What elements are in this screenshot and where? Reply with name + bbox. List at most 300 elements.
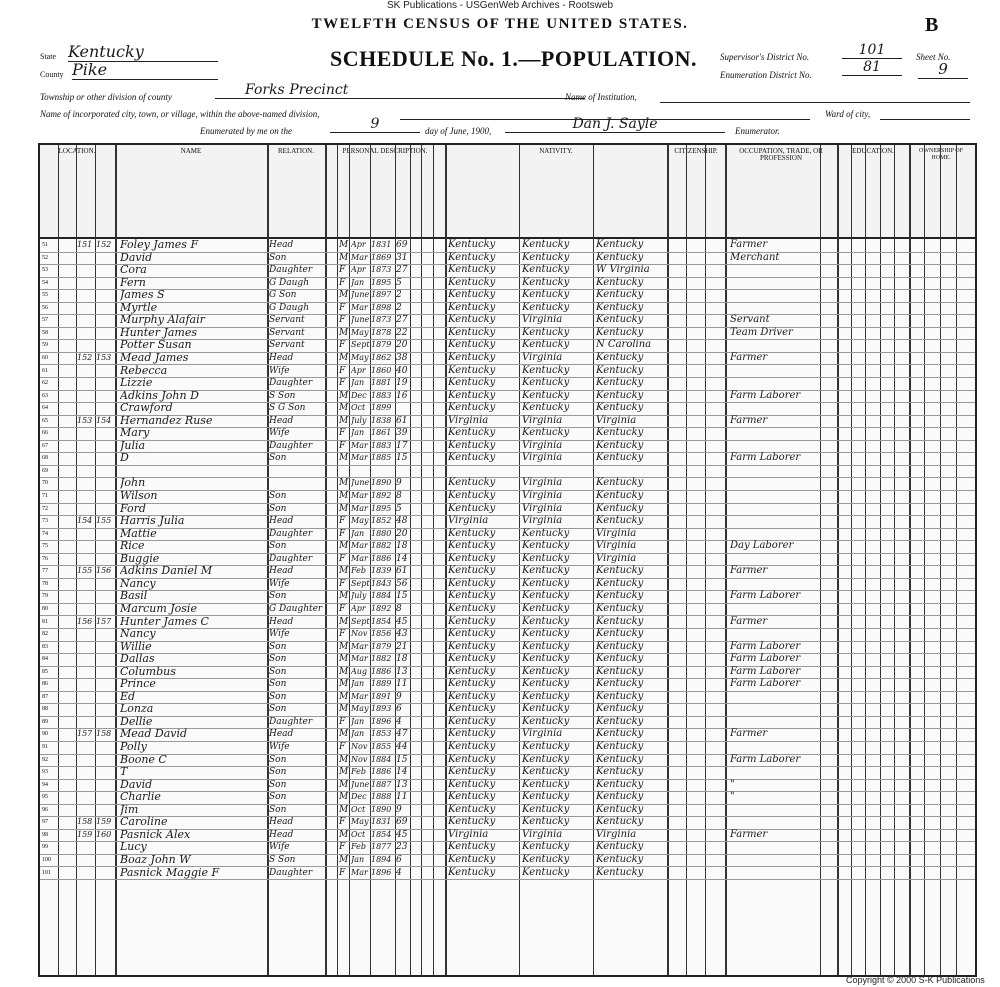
cell-name: Ford <box>120 502 146 515</box>
cell-age: 16 <box>396 390 408 401</box>
cell-father: Kentucky <box>522 615 570 627</box>
cell-mother: Kentucky <box>596 276 644 288</box>
cell-birth: Kentucky <box>448 690 496 702</box>
cell-fam: 160 <box>96 829 112 839</box>
cell-year: 1873 <box>371 265 392 275</box>
cell-birth: Kentucky <box>448 264 496 276</box>
cell-mother: Virginia <box>596 527 637 539</box>
cell-age: 44 <box>396 742 408 752</box>
cell-birth: Kentucky <box>448 565 496 577</box>
cell-mother: Kentucky <box>596 653 644 665</box>
cell-month: June <box>351 290 370 300</box>
cell-birth: Kentucky <box>448 803 496 815</box>
cell-rel: Daughter <box>269 553 313 564</box>
cell-mother: N Carolina <box>596 339 652 351</box>
cell-year: 1887 <box>371 779 392 789</box>
cell-father: Kentucky <box>522 803 570 815</box>
cell-age: 6 <box>396 704 402 715</box>
cell-father: Kentucky <box>522 665 570 677</box>
table-row <box>40 741 975 755</box>
cell-father: Kentucky <box>522 766 570 778</box>
cell-rel: G Son <box>269 290 297 301</box>
cell-rel: Son <box>269 754 287 765</box>
cell-rel: Son <box>269 679 287 690</box>
cell-month: May <box>351 817 369 827</box>
cell-rel: Head <box>269 616 294 627</box>
cell-house: 155 <box>77 566 93 576</box>
header-personal: PERSONAL DESCRIPTION. <box>342 148 428 155</box>
cell-name: Boaz John W <box>120 853 191 866</box>
cell-birth: Kentucky <box>448 502 496 514</box>
cell-age: 13 <box>396 666 408 677</box>
cell-month: Apr <box>351 603 366 613</box>
cell-rel: Daughter <box>269 378 313 389</box>
cell-n: 101 <box>42 869 51 876</box>
cell-n: 58 <box>42 329 48 336</box>
cell-father: Virginia <box>522 452 563 464</box>
cell-mother: Kentucky <box>596 351 644 363</box>
table-row <box>40 239 975 253</box>
cell-age: 18 <box>396 541 408 552</box>
cell-month: Feb <box>351 566 366 576</box>
cell-father: Kentucky <box>522 653 570 665</box>
cell-birth: Kentucky <box>448 439 496 451</box>
cell-mother: Virginia <box>596 414 637 426</box>
cell-rel: Son <box>269 453 287 464</box>
cell-month: June <box>351 315 370 325</box>
cell-n: 56 <box>42 304 48 311</box>
cell-birth: Kentucky <box>448 665 496 677</box>
cell-father: Kentucky <box>522 628 570 640</box>
cell-n: 73 <box>42 518 48 525</box>
cell-mother: Kentucky <box>596 853 644 865</box>
cell-year: 1897 <box>371 290 392 300</box>
cell-mother: Kentucky <box>596 728 644 740</box>
cell-sex: M <box>339 541 349 552</box>
cell-father: Kentucky <box>522 853 570 865</box>
cell-year: 1885 <box>371 453 392 463</box>
cell-n: 53 <box>42 267 48 274</box>
cell-fam: 158 <box>96 729 112 739</box>
enumeration-value: 81 <box>842 59 902 76</box>
cell-fam: 155 <box>96 516 112 526</box>
cell-month: Nov <box>351 629 368 639</box>
enumerator-label: Enumerator. <box>735 126 780 136</box>
cell-year: 1895 <box>371 277 392 287</box>
cell-age: 11 <box>396 679 408 690</box>
cell-n: 86 <box>42 681 48 688</box>
cell-month: Aug <box>351 666 368 676</box>
cell-name: Mead David <box>120 728 188 741</box>
cell-age: 4 <box>396 867 402 878</box>
cell-month: Mar <box>351 252 368 262</box>
cell-year: 1889 <box>371 679 392 689</box>
cell-sex: F <box>339 277 346 288</box>
supervisor-value: 101 <box>842 42 902 59</box>
cell-n: 54 <box>42 279 48 286</box>
cell-age: 9 <box>396 478 402 489</box>
cell-age: 61 <box>396 566 408 577</box>
cell-rel: Son <box>269 641 287 652</box>
cell-mother: Kentucky <box>596 715 644 727</box>
cell-name: Boone C <box>120 753 167 766</box>
cell-year: 1883 <box>371 390 392 400</box>
cell-sex: M <box>339 854 349 865</box>
cell-father: Kentucky <box>522 640 570 652</box>
cell-age: 47 <box>396 729 408 740</box>
cell-n: 99 <box>42 844 48 851</box>
cell-name: Potter Susan <box>120 339 192 352</box>
cell-month: Nov <box>351 754 368 764</box>
cell-year: 1890 <box>371 804 392 814</box>
table-row <box>40 716 975 730</box>
cell-sex: M <box>339 327 349 338</box>
cell-birth: Kentucky <box>448 527 496 539</box>
table-row <box>40 867 975 881</box>
cell-month: Jan <box>351 277 365 287</box>
cell-father: Kentucky <box>522 552 570 564</box>
cell-father: Virginia <box>522 490 563 501</box>
cell-rel: Son <box>269 767 287 778</box>
cell-name: Adkins John D <box>120 389 199 402</box>
cell-month: Mar <box>351 491 368 500</box>
cell-father: Kentucky <box>522 678 570 690</box>
table-row <box>40 477 975 491</box>
cell-year: 1869 <box>371 252 392 262</box>
cell-house: 154 <box>77 516 93 526</box>
header-nativity: NATIVITY. <box>539 148 573 155</box>
cell-name: Pasnick Maggie F <box>120 866 220 879</box>
cell-n: 60 <box>42 354 48 361</box>
cell-fam: 157 <box>96 616 112 626</box>
cell-occ: Day Laborer <box>730 540 794 552</box>
cell-mother: Kentucky <box>596 602 644 614</box>
copyright-notice: Copyright © 2000 S-K Publications <box>846 975 985 985</box>
cell-name: Jim <box>120 803 139 816</box>
table-row <box>40 616 975 630</box>
cell-mother: Kentucky <box>596 640 644 652</box>
cell-age: 61 <box>396 415 408 426</box>
cell-year: 1880 <box>371 528 392 538</box>
cell-mother: Kentucky <box>596 427 644 439</box>
day-value: 9 <box>330 116 420 133</box>
cell-mother: Kentucky <box>596 690 644 702</box>
cell-year: 1831 <box>371 817 392 827</box>
cell-rel: G Daughter <box>269 603 323 614</box>
cell-name: Pasnick Alex <box>120 828 191 841</box>
table-row <box>40 415 975 429</box>
cell-age: 18 <box>396 654 408 665</box>
table-row <box>40 402 975 416</box>
cell-rel: Son <box>269 503 287 514</box>
cell-rel: Head <box>269 566 294 577</box>
cell-year: 1855 <box>371 742 392 751</box>
cell-father: Kentucky <box>522 289 570 301</box>
cell-father: Kentucky <box>522 377 570 389</box>
cell-rel: Daughter <box>269 716 313 727</box>
cell-n: 67 <box>42 442 48 449</box>
cell-sex: F <box>339 265 346 276</box>
cell-month: June <box>351 478 370 488</box>
cell-name: Rice <box>120 540 145 553</box>
cell-birth: Kentucky <box>448 615 496 627</box>
table-row <box>40 440 975 454</box>
sheet-no-value: 9 <box>918 60 968 79</box>
cell-birth: Kentucky <box>448 778 496 790</box>
cell-age: 15 <box>396 754 408 765</box>
cell-name: Charlie <box>120 791 161 804</box>
cell-age: 2 <box>396 290 402 301</box>
table-row <box>40 264 975 278</box>
cell-name: Julia <box>120 439 146 452</box>
cell-n: 64 <box>42 405 48 412</box>
cell-sex: M <box>339 591 349 602</box>
cell-rel: Servant <box>269 340 305 351</box>
cell-sex: F <box>339 603 346 614</box>
table-row <box>40 641 975 655</box>
cell-year: 1878 <box>371 327 392 337</box>
cell-month: July <box>351 415 367 425</box>
cell-mother: W Virginia <box>596 264 650 276</box>
county-label: County <box>40 70 64 79</box>
cell-sex: M <box>339 691 349 702</box>
table-row <box>40 779 975 793</box>
cell-name: Cora <box>120 264 147 277</box>
cell-year: 1898 <box>371 302 392 312</box>
cell-birth: Kentucky <box>448 326 496 338</box>
cell-name: Lucy <box>120 841 147 854</box>
cell-month: Mar <box>351 867 368 877</box>
cell-birth: Kentucky <box>448 251 496 263</box>
cell-sex: M <box>339 654 349 665</box>
cell-father: Virginia <box>522 502 563 514</box>
cell-n: 84 <box>42 656 48 663</box>
cell-name: Lizzie <box>120 377 153 390</box>
table-row <box>40 804 975 818</box>
cell-name: Nancy <box>120 577 156 590</box>
cell-name: Crawford <box>120 402 173 415</box>
county-value: Pike <box>72 60 218 80</box>
cell-occ: " <box>730 791 735 803</box>
cell-father: Kentucky <box>522 577 570 589</box>
cell-n: 94 <box>42 781 48 788</box>
cell-mother: Kentucky <box>596 251 644 263</box>
cell-n: 81 <box>42 618 48 625</box>
cell-rel: S G Son <box>269 403 306 414</box>
cell-n: 71 <box>42 493 48 499</box>
cell-father: Kentucky <box>522 339 570 351</box>
cell-year: 1879 <box>371 340 392 350</box>
cell-rel: Wife <box>269 578 290 589</box>
cell-month: Mar <box>351 641 368 651</box>
cell-sex: M <box>339 729 349 740</box>
sheet-letter: B <box>925 14 939 36</box>
cell-month: Jan <box>351 729 365 739</box>
cell-age: 48 <box>396 516 408 527</box>
table-row <box>40 841 975 855</box>
cell-n: 83 <box>42 643 48 650</box>
table-row <box>40 666 975 680</box>
cell-birth: Virginia <box>448 414 489 426</box>
cell-year: 1856 <box>371 629 392 639</box>
cell-birth: Kentucky <box>448 289 496 301</box>
cell-father: Kentucky <box>522 402 570 414</box>
cell-birth: Virginia <box>448 828 489 840</box>
table-row <box>40 590 975 604</box>
cell-age: 14 <box>396 767 408 778</box>
cell-year: 1895 <box>371 503 392 513</box>
cell-n: 92 <box>42 756 48 763</box>
cell-age: 31 <box>396 252 408 263</box>
cell-father: Kentucky <box>522 741 570 752</box>
cell-sex: M <box>339 352 349 363</box>
cell-age: 15 <box>396 453 408 464</box>
cell-age: 23 <box>396 842 408 853</box>
cell-rel: Daughter <box>269 867 313 878</box>
cell-mother: Kentucky <box>596 778 644 790</box>
table-row <box>40 277 975 291</box>
cell-sex: M <box>339 704 349 715</box>
cell-mother: Kentucky <box>596 703 644 715</box>
cell-sex: M <box>339 792 349 803</box>
cell-occ: Farmer <box>730 414 768 426</box>
cell-year: 1886 <box>371 767 392 777</box>
cell-month: Feb <box>351 842 366 852</box>
schedule-title: SCHEDULE No. 1.—POPULATION. <box>330 46 697 71</box>
cell-sex: M <box>339 566 349 577</box>
cell-year: 1891 <box>371 691 392 701</box>
cell-n: 75 <box>42 543 48 550</box>
cell-rel: Son <box>269 541 287 552</box>
cell-age: 27 <box>396 315 408 326</box>
institution-label: Name of Institution, <box>565 92 637 102</box>
cell-father: Virginia <box>522 314 563 326</box>
cell-year: 1843 <box>371 578 392 588</box>
table-row <box>40 628 975 642</box>
township-value: Forks Precinct <box>215 82 585 99</box>
cell-father: Kentucky <box>522 326 570 338</box>
table-row <box>40 791 975 805</box>
cell-mother: Kentucky <box>596 803 644 815</box>
cell-month: Apr <box>351 240 366 249</box>
cell-birth: Kentucky <box>448 577 496 589</box>
cell-n: 74 <box>42 530 48 537</box>
cell-year: 1893 <box>371 704 392 714</box>
cell-birth: Kentucky <box>448 791 496 803</box>
cell-sex: F <box>339 716 346 727</box>
cell-mother: Kentucky <box>596 678 644 690</box>
cell-mother: Kentucky <box>596 628 644 640</box>
cell-mother: Virginia <box>596 828 637 840</box>
cell-birth: Kentucky <box>448 402 496 414</box>
cell-n: 89 <box>42 718 48 725</box>
cell-mother: Kentucky <box>596 402 644 414</box>
table-row <box>40 465 975 479</box>
cell-sex: F <box>339 528 346 539</box>
cell-age: 43 <box>396 629 408 640</box>
cell-rel: Daughter <box>269 528 313 539</box>
cell-month: May <box>351 352 369 362</box>
cell-sex: M <box>339 616 349 627</box>
cell-birth: Kentucky <box>448 866 496 878</box>
cell-name: David <box>120 251 153 264</box>
cell-birth: Kentucky <box>448 703 496 715</box>
cell-birth: Kentucky <box>448 653 496 665</box>
cell-name: Mary <box>120 427 150 440</box>
cell-occ: " <box>730 778 735 790</box>
day-of-label: day of June, 1900, <box>425 126 492 136</box>
cell-sex: F <box>339 302 346 313</box>
cell-occ: Servant <box>730 314 770 326</box>
cell-year: 1883 <box>371 440 392 450</box>
cell-n: 95 <box>42 794 48 801</box>
cell-rel: G Daugh <box>269 302 309 313</box>
cell-name: James S <box>120 289 165 302</box>
table-row <box>40 816 975 830</box>
table-row <box>40 653 975 667</box>
cell-mother: Kentucky <box>596 477 644 489</box>
cell-age: 56 <box>396 578 408 589</box>
cell-mother: Kentucky <box>596 239 644 250</box>
cell-occ: Farmer <box>730 239 768 250</box>
table-row <box>40 302 975 316</box>
cell-age: 14 <box>396 553 408 564</box>
cell-rel: Son <box>269 804 287 815</box>
cell-month: Dec <box>351 390 367 400</box>
cell-rel: Daughter <box>269 265 313 276</box>
table-row <box>40 289 975 303</box>
cell-birth: Kentucky <box>448 339 496 351</box>
cell-rel: Head <box>269 817 294 828</box>
table-row <box>40 553 975 567</box>
cell-mother: Kentucky <box>596 577 644 589</box>
cell-month: Oct <box>351 403 366 413</box>
cell-month: Mar <box>351 302 368 312</box>
cell-mother: Kentucky <box>596 615 644 627</box>
cell-name: Myrtle <box>120 301 158 314</box>
cell-sex: M <box>339 453 349 464</box>
cell-year: 1896 <box>371 867 392 877</box>
cell-n: 91 <box>42 744 48 750</box>
table-row <box>40 490 975 504</box>
cell-sex: F <box>339 315 346 326</box>
cell-n: 63 <box>42 392 48 399</box>
cell-occ: Farm Laborer <box>730 389 801 401</box>
cell-age: 5 <box>396 277 402 288</box>
cell-birth: Kentucky <box>448 640 496 652</box>
cell-rel: Son <box>269 654 287 665</box>
cell-sex: M <box>339 767 349 778</box>
cell-n: 65 <box>42 417 48 424</box>
cell-month: Apr <box>351 265 366 275</box>
cell-house: 158 <box>77 817 93 827</box>
cell-mother: Kentucky <box>596 791 644 803</box>
cell-birth: Kentucky <box>448 276 496 288</box>
cell-month: Mar <box>351 691 368 701</box>
cell-month: Oct <box>351 829 366 839</box>
cell-year: 1892 <box>371 603 392 613</box>
table-row <box>40 339 975 353</box>
cell-house: 157 <box>77 729 93 739</box>
cell-rel: Head <box>269 415 294 426</box>
cell-year: 1861 <box>371 428 392 438</box>
incorporated-label: Name of incorporated city, town, or village, within the above-named division, <box>40 109 320 119</box>
cell-month: May <box>351 516 369 526</box>
table-row <box>40 678 975 692</box>
cell-age: 17 <box>396 440 408 451</box>
cell-year: 1873 <box>371 315 392 325</box>
header-location: LOCATION. <box>58 148 96 155</box>
